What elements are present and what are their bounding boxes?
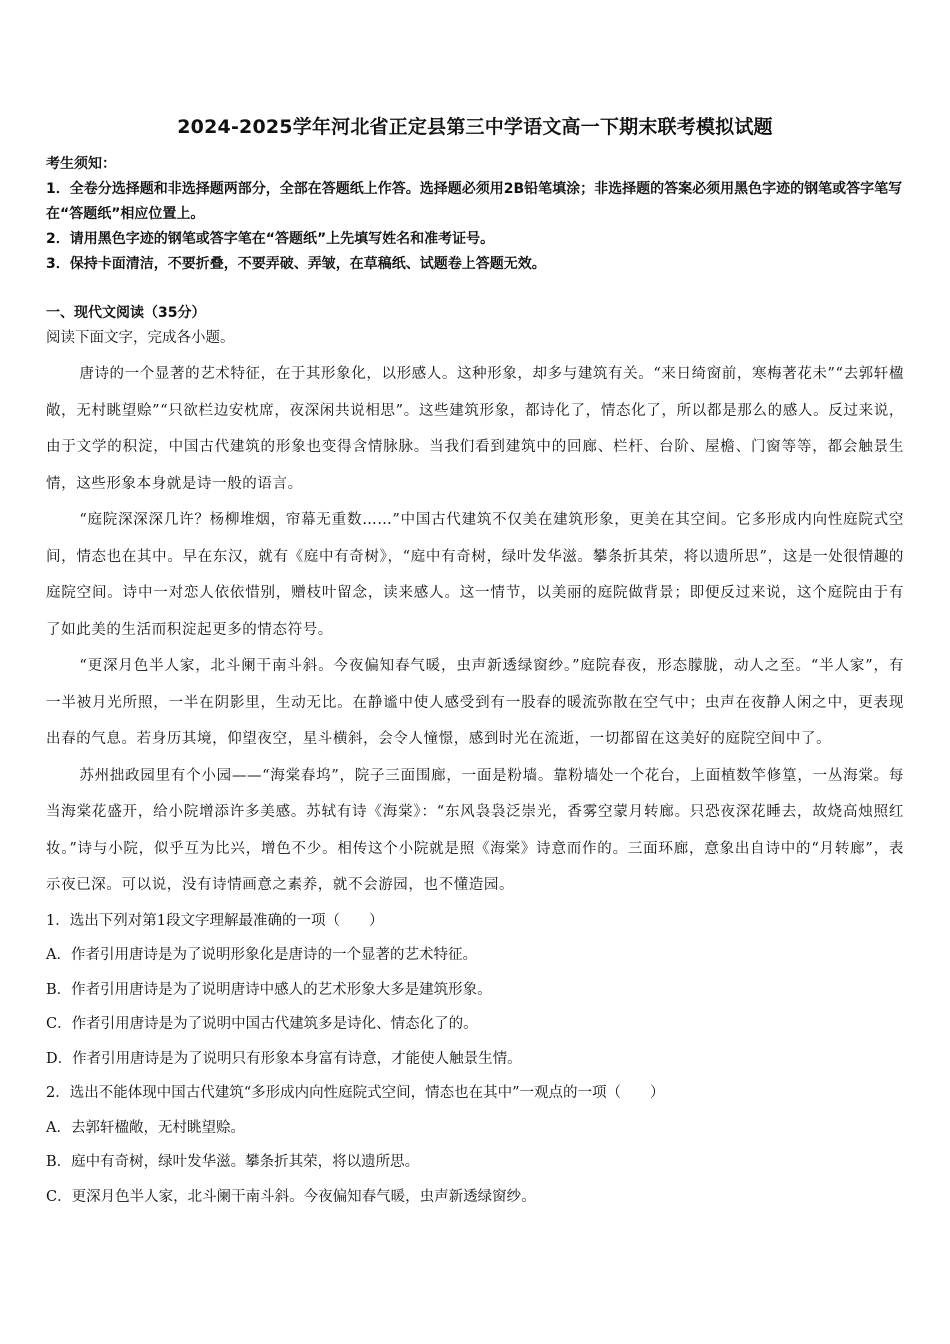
question-stem: 1．选出下列对第1段文字理解最准确的一项（ ） xyxy=(46,912,384,929)
question-2 xyxy=(46,1076,904,1214)
question-option: B．作者引用唐诗是为了说明唐诗中感人的艺术形象大多是建筑形象。 xyxy=(46,981,492,998)
notice-block xyxy=(46,152,904,277)
notice-item-1: 1．全卷分选择题和非选择题两部分，全部在答题纸上作答。选择题必须用2B铅笔填涂；非选择题的答案必须用黑色字迹的钢笔或答字笔写在“答题纸”相应位置上。 xyxy=(46,181,903,222)
notice-heading: 考生须知： xyxy=(46,156,116,172)
question-option: D．作者引用唐诗是为了说明只有形象本身富有诗意，才能使人触景生情。 xyxy=(46,1050,522,1067)
reading-passage xyxy=(46,356,904,904)
question-option: C．更深月色半人家，北斗阑干南斗斜。今夜偏知春气暖，虫声新透绿窗纱。 xyxy=(46,1188,536,1205)
passage-paragraph-3: “更深月色半人家，北斗阑干南斗斜。今夜偏知春气暖，虫声新透绿窗纱。”庭院春夜，形态朦胧，动人之至。“半人家”，有一半被月光所照，一半在阴影里，生动无比。在静谧中使人感受到有一股春的暖流弥散在空气中；虫声在夜静人闲之中，更表现出春的气息。若身历其境，仰望夜空，星斗横斜，会令人憧憬，感到时光在流逝，一切都留在这美好的庭院空间中了。 xyxy=(46,658,904,747)
question-list xyxy=(46,904,904,1215)
passage-paragraph-1: 唐诗的一个显著的艺术特征，在于其形象化，以形感人。这种形象，却多与建筑有关。“来日绮窗前，寒梅著花未”“去郭轩楹敞，无村眺望赊”“只欲栏边安枕席，夜深闲共说相思”。这些建筑形象，都诗化了，情态化了，所以都是那么的感人。反过来说，由于文学的积淀，中国古代建筑的形象也变得含情脉脉。当我们看到建筑中的回廊、栏杆、台阶、屋檐、门窗等等，都会触景生情，这些形象本身就是诗一般的语言。 xyxy=(46,366,904,492)
notice-item-3: 3．保持卡面清洁，不要折叠，不要弄破、弄皱，在草稿纸、试题卷上答题无效。 xyxy=(46,256,546,272)
reading-instruction: 阅读下面文字，完成各小题。 xyxy=(46,330,235,346)
section-modern-reading xyxy=(46,300,904,1214)
passage-paragraph-2: “庭院深深深几许？杨柳堆烟，帘幕无重数……”中国古代建筑不仅美在建筑形象，更美在其空间。它多形成内向性庭院式空间，情态也在其中。早在东汉，就有《庭中有奇树》，“庭中有奇树，绿叶发华滋。攀条折其荣，将以遗所思”，这是一处很情趣的庭院空间。诗中一对恋人依依惜别，赠枝叶留念，读来感人。这一情节，以美丽的庭院做背景；即便反过来说，这个庭院由于有了如此美的生活而积淀起更多的情态符号。 xyxy=(46,512,904,638)
question-option: B．庭中有奇树，绿叶发华滋。攀条折其荣，将以遗所思。 xyxy=(46,1154,420,1170)
passage-paragraph-4: 苏州拙政园里有个小园——“海棠春坞”，院子三面围廊，一面是粉墙。靠粉墙处一个花台，上面植数竿修篁，一丛海棠。每当海棠花盛开，给小院增添许多美感。苏轼有诗《海棠》：“东风袅袅泛崇光，香雾空蒙月转廊。只恐夜深花睡去，故烧高烛照红妆。”诗与小院，似乎互为比兴，增色不少。相传这个小院就是照《海棠》诗意而作的。三面环廊，意象出自诗中的“月转廊”，表示夜已深。可以说，没有诗情画意之素养，就不会游园，也不懂造园。 xyxy=(46,767,904,893)
section-heading: 一、现代文阅读（35分） xyxy=(46,305,206,321)
question-1 xyxy=(46,904,904,1077)
question-stem: 2．选出不能体现中国古代建筑“多形成内向性庭院式空间，情态也在其中”一观点的一项（ ） xyxy=(46,1085,665,1101)
question-option: A．作者引用唐诗是为了说明形象化是唐诗的一个显著的艺术特征。 xyxy=(46,947,477,963)
question-option: A．去郭轩楹敞，无村眺望赊。 xyxy=(46,1119,245,1136)
question-option: C．作者引用唐诗是为了说明中国古代建筑多是诗化、情态化了的。 xyxy=(46,1016,478,1032)
page-title: 2024-2025学年河北省正定县第三中学语文高一下期末联考模拟试题 xyxy=(177,116,773,138)
notice-item-2: 2．请用黑色字迹的钢笔或答字笔在“答题纸”上先填写姓名和准考证号。 xyxy=(46,231,495,247)
